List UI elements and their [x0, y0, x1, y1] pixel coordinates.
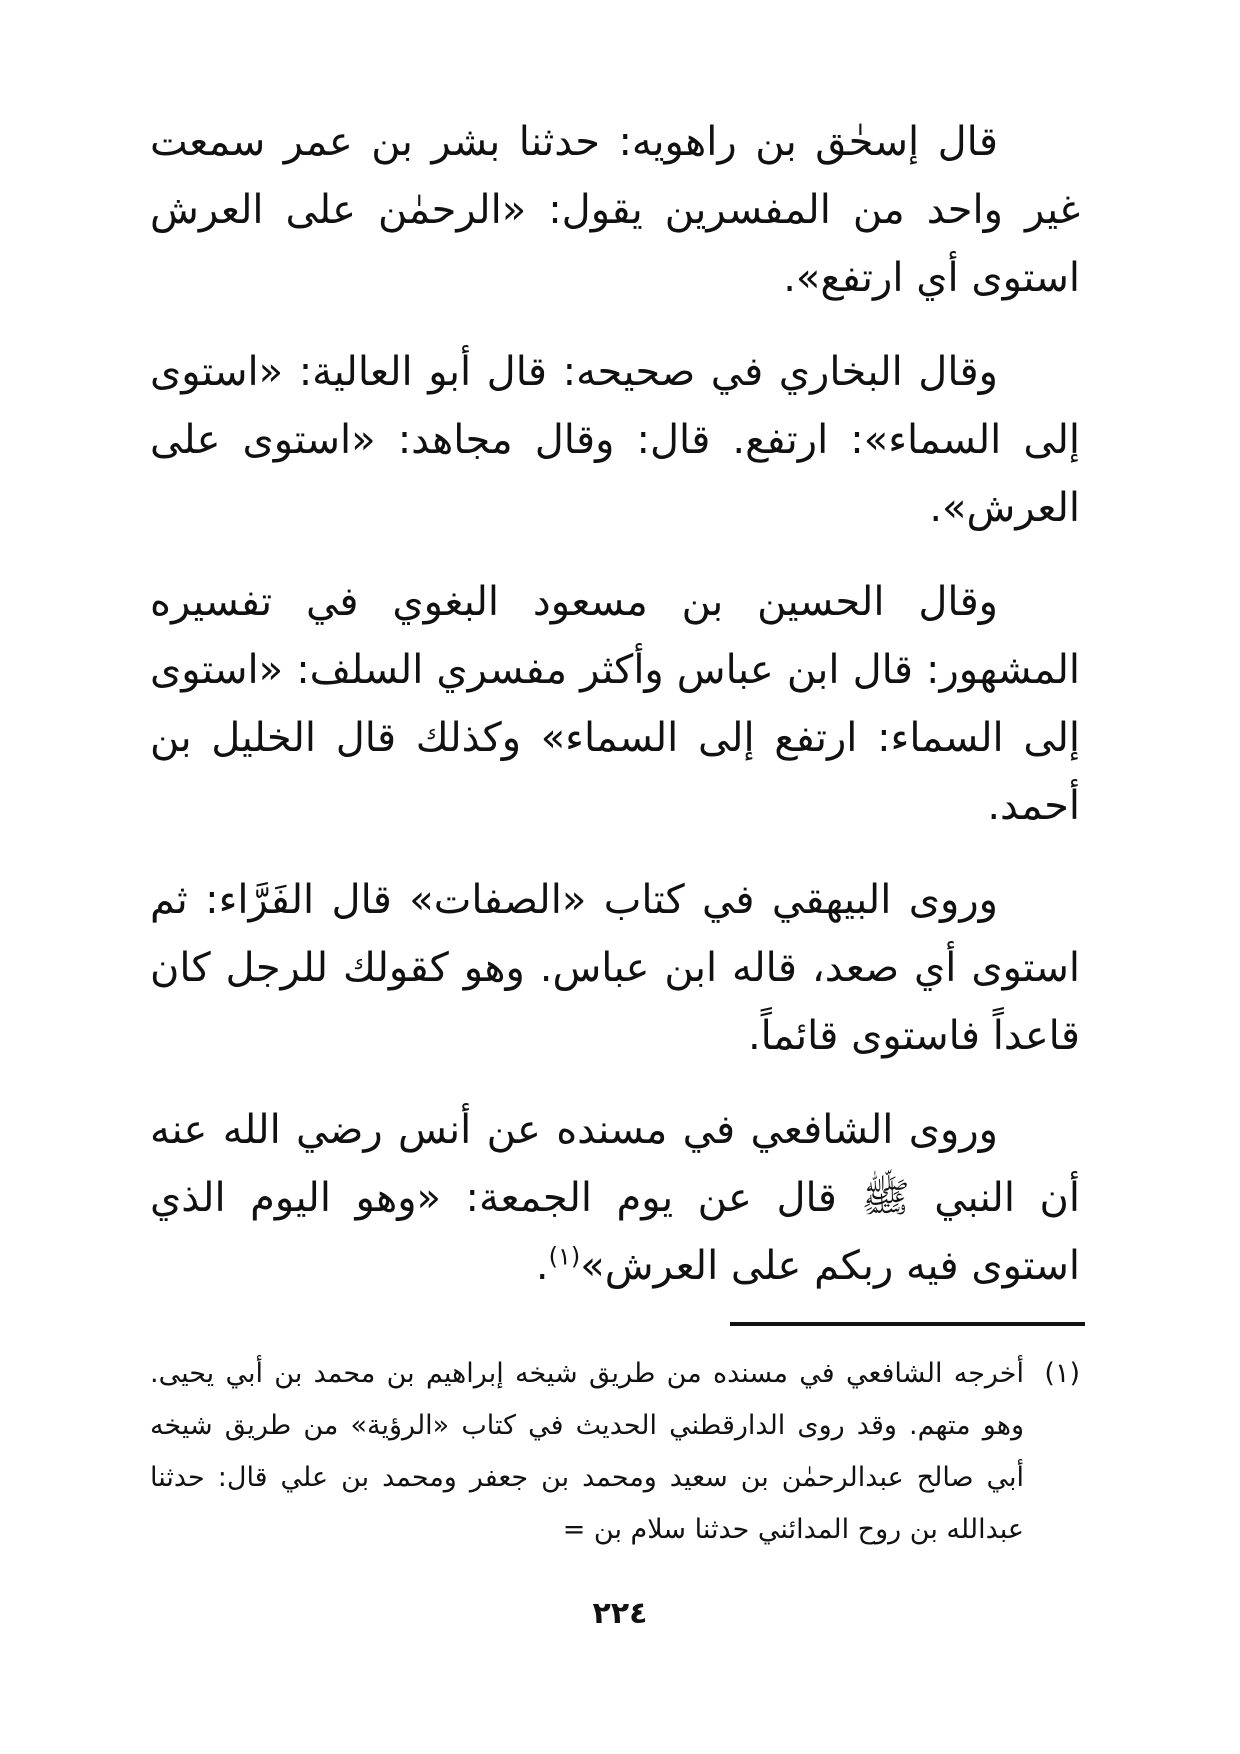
footnote-1	[150, 1348, 1080, 1556]
paragraph-end-mark: .	[535, 1243, 549, 1289]
footnote-reference: (١)	[548, 1242, 581, 1271]
paragraph-shafii	[150, 1096, 1080, 1300]
paragraph-shafii-text: وروى الشافعي في مسنده عن أنس رضي الله عنه أن النبي ﷺ قال عن يوم الجمعة: «وهو اليوم الذي استوى فيه ربكم على العرش»	[150, 1107, 1080, 1289]
footnote-text: أخرجه الشافعي في مسنده من طريق شيخه إبراهيم بن محمد بن أبي يحيى. وهو متهم. وقد روى الدارقطني الحديث في كتاب «الرؤية» من طريق شيخه أبي صالح عبدالرحمٰن بن سعيد ومحمد بن جعفر ومحمد بن علي قال: حدثنا عبدالله بن روح المدائني حدثنا سلام بن =	[150, 1358, 1024, 1545]
footnote-divider	[730, 1322, 1085, 1326]
paragraph-bayhaqi: وروى البيهقي في كتاب «الصفات» قال الفَرَّاء: ثم استوى أي صعد، قاله ابن عباس. وهو كقولك للرجل كان قاعداً فاستوى قائماً.	[150, 877, 1080, 1059]
paragraph-bukhari: وقال البخاري في صحيحه: قال أبو العالية: «استوى إلى السماء»: ارتفع. قال: وقال مجاهد: «استوى على العرش».	[150, 349, 1080, 531]
main-text	[150, 108, 1080, 1326]
footnotes	[150, 1348, 1080, 1556]
footnote-number: (١)	[1044, 1358, 1080, 1389]
paragraph-ishaq: قال إسحٰق بن راهويه: حدثنا بشر بن عمر سمعت غير واحد من المفسرين يقول: «الرحمٰن على العرش استوى أي ارتفع».	[150, 119, 1080, 301]
paragraph-baghawi: وقال الحسين بن مسعود البغوي في تفسيره المشهور: قال ابن عباس وأكثر مفسري السلف: «استوى إلى السماء: ارتفع إلى السماء» وكذلك قال الخليل بن أحمد.	[150, 579, 1080, 829]
page-number: ٢٢٤	[592, 1596, 648, 1631]
